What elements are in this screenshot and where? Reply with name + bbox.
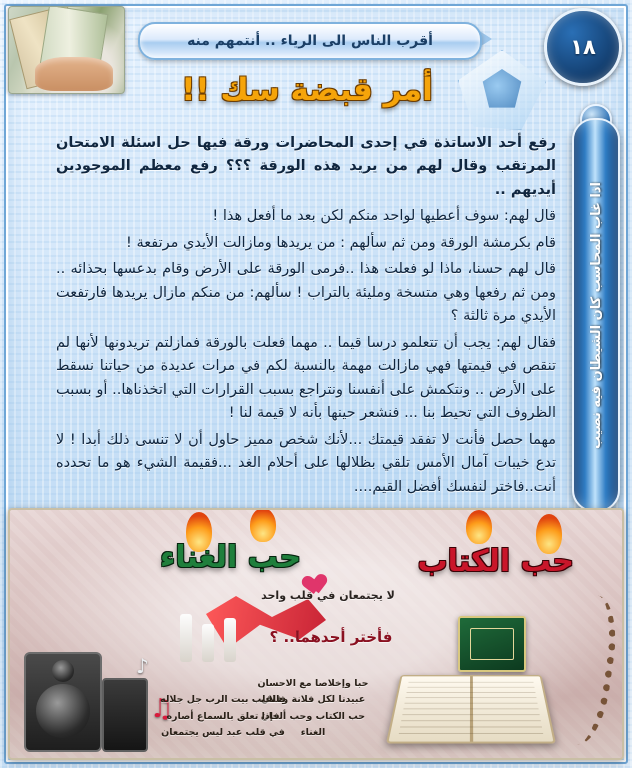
collage-verse-right: حبا وإخلاصا مع الاحسان عبيدنا لكل فلانة وفلان حب الكتاب وحب ألحان الغناء	[257, 677, 369, 739]
flame-icon	[250, 508, 276, 542]
article-paragraph: قال لهم حسنا، ماذا لو فعلت هذا ..فرمى الورقة على الأرض وقام بدعسها بحذائه .. ومن ثم رفعها وهي متسخة ومليئة بالتراب ! سألهم: من منكم مازال يريدها فارتفعت الأيدي مرة ثالثة ؟	[56, 261, 556, 325]
article-paragraph: مهما حصل فأنت لا تفقد قيمتك ...لأنك شخص مميز حاول أن لا تنسى ذلك أبدا ! لا تدع خيبات آمال الأمس تلقي بظلالها على أحلام الغد ...فقيمة الشيء هو ما تحدده أنت..فاختر لنفسك أفضل القيم....	[56, 431, 556, 495]
side-strip-text: اذا غاب المحاسب كان الشيطان فيه نصيب	[588, 181, 604, 449]
candle-icon	[180, 614, 192, 662]
speaker-stack-icon	[102, 678, 148, 752]
page-number-badge	[544, 8, 622, 86]
collage-title-right: حب الكتاب	[417, 544, 574, 579]
collage-verse-left: فالقلب بيت الرب جل جلاله فإذا تعلق بالسماع أصاره في قلب عبد ليس يجتمعان	[160, 694, 286, 739]
quran-icon	[458, 616, 526, 672]
collage-question: فأختر أحدهما.. ؟	[269, 628, 393, 646]
music-note-icon: ♪	[136, 654, 149, 678]
candle-icon	[202, 624, 214, 662]
music-note-icon: ♫	[150, 694, 174, 724]
page-number: ١٨	[570, 35, 596, 59]
bottom-collage	[8, 508, 624, 760]
hand-illustration	[35, 57, 113, 91]
book-text-lines	[399, 682, 543, 734]
heart-icon	[297, 567, 322, 590]
speaker-icon	[24, 652, 102, 752]
article-paragraph: قال لهم: سوف أعطيها لواحد منكم لكن بعد ما أفعل هذا !	[212, 208, 556, 225]
candle-icon	[224, 618, 236, 662]
header-title: أقرب الناس الى الرياء .. أنتمهم منه	[187, 33, 433, 49]
speaker-woofer	[36, 684, 90, 738]
article-body	[50, 128, 566, 508]
article-paragraph: قام بكرمشة الورقة ومن ثم سألهم : من يريدها ومازالت الأيدي مرتفعة !	[126, 234, 556, 251]
prayer-beads-icon	[541, 590, 622, 747]
article-headline: أمر قبضة سك !!	[181, 72, 433, 108]
money-photo	[8, 6, 125, 94]
speaker-tweeter	[52, 660, 74, 682]
article-paragraph: فقال لهم: يجب أن تتعلمو درسا قيما .. مهما فعلت بالورقة فمازلتم تريدونها لأنها لم تنقص في قيمتها فهي مازالت مهمة بالنسبة لكم في مرات عديدة من حياتنا نسقط على الأرض .. ونتكمش على أنفسنا ونتراجع بسبب القرارات التي اتخذناها.. أو بسبب الظروف التي تحيط بنا ... فنشعر حينها بأنه لا قيمة لنا !	[56, 334, 556, 422]
side-strip	[572, 118, 620, 512]
flame-icon	[466, 510, 492, 544]
open-book-illustration	[386, 675, 556, 744]
header-banner	[138, 22, 482, 60]
collage-subtitle: لا يجتمعان في قلب واحد	[261, 589, 395, 602]
collage-title-left: حب الغناء	[160, 540, 302, 575]
article-paragraph: رفع أحد الاساتذة في إحدى المحاضرات ورقة فيها حل اسئلة الامتحان المرتقب وقال لهم من يريد هذه الورقة ؟؟؟ رفع معظم الموجودين أيديهم ..	[56, 135, 556, 198]
